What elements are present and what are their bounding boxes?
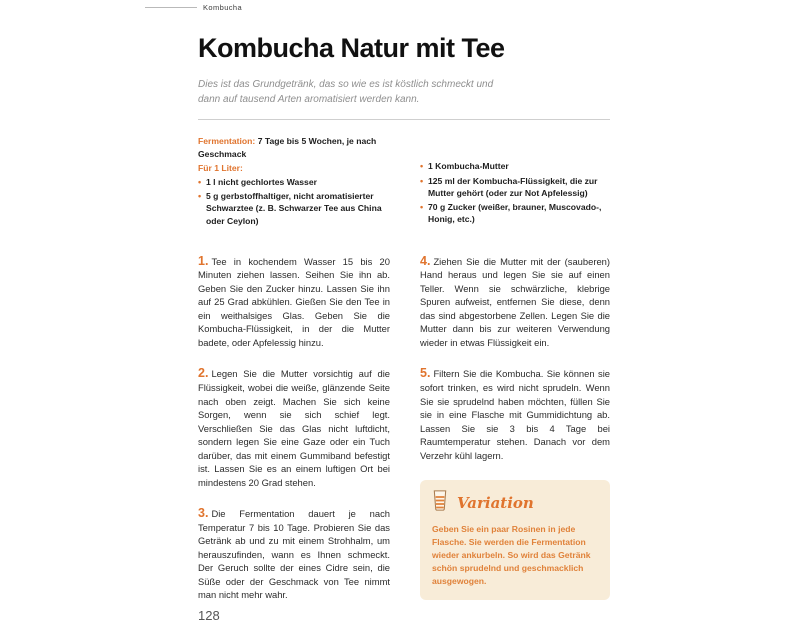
variation-title: Variation — [457, 494, 534, 513]
step-4 — [420, 255, 610, 350]
step-text: Ziehen Sie die Mutter mit der (sauberen) Hand heraus und legen Sie sie auf einen Teller. Wenn sie schwärzliche, klebrige Spuren aufweist, entfernen Sie diese, denn das sind abgestorbene Zellen. Legen Sie die Mutter dann bis zur weiteren Verwendung wieder in etwas Flüssigkeit ein. — [420, 255, 610, 348]
step-text: Filtern Sie die Kombucha. Sie können sie sofort trinken, es wird nicht sprudeln. Wenn Sie sie sprudelnd haben möchten, füllen Sie sie in eine Flasche mit Gummidichtung ab. Lassen Sie sie 3 bis 4 Tage bei Raumtemperatur stehen. Danach vor dem Verzehr kühl lagern. — [420, 368, 610, 461]
divider-rule — [198, 119, 610, 120]
step-number: 4. — [420, 253, 431, 268]
steps-column-left — [198, 255, 390, 620]
liter-label: Für 1 Liter: — [198, 162, 243, 173]
ingredients-list-right — [420, 160, 610, 225]
step-2 — [198, 367, 390, 489]
step-number: 3. — [198, 506, 209, 521]
fermentation-line — [198, 135, 390, 159]
fermentation-label: Fermentation: — [198, 136, 256, 147]
step-text: Tee in kochendem Wasser 15 bis 20 Minuten ziehen lassen. Seihen Sie ihn ab. Geben Sie den Zucker hinzu. Lassen Sie ihn auf 25 Grad abkühlen. Gießen Sie den Tee in ein weithalsiges Glas. Geben Sie die Kombucha-Flüssigkeit, in der die Mutter badete, oder Apfelessig hinzu. — [198, 255, 390, 348]
step-number: 2. — [198, 366, 209, 381]
ingredients-column-right — [420, 135, 610, 228]
step-text: Die Fermentation dauert je nach Temperatur 7 bis 10 Tage. Probieren Sie das Getränk ab und zu mit einem Strohhalm, um herauszufinden, wann es Ihnen schmeckt. Der Geruch sollte der eines Cidre sein, die Süße oder der Geschmack von Tee nimmt man nicht mehr wahr. — [198, 508, 390, 601]
ingredients-section — [198, 135, 610, 228]
ingredient-item: • 1 Kombucha-Mutter — [420, 160, 610, 172]
page-number: 128 — [198, 608, 220, 623]
page-title: Kombucha Natur mit Tee — [198, 33, 505, 63]
variation-text: Geben Sie ein paar Rosinen in jede Flasche. Sie werden die Fermentation wieder ankurbeln. So wird das Getränk schön sprudelnd und geschmacklich ausgewogen. — [432, 524, 591, 586]
page-content — [198, 0, 610, 620]
running-header-label: Kombucha — [203, 3, 243, 12]
ingredient-item: • 5 g gerbstoffhaltiger, nicht aromatisierter Schwarztee (z. B. Schwarzer Tee aus China oder Ceylon) — [198, 190, 390, 227]
steps-column-right — [420, 255, 610, 620]
ingredients-column-left — [198, 135, 390, 228]
ingredients-list-left — [198, 176, 390, 227]
running-header-rule — [145, 7, 197, 8]
step-3 — [198, 507, 390, 602]
intro-text: Dies ist das Grundgetränk, das so wie es ist köstlich schmeckt und dann auf tausend Arten aromatisiert werden kann. — [198, 79, 494, 106]
ingredient-item: • 125 ml der Kombucha-Flüssigkeit, die zur Mutter gehört (oder zur Not Apfelessig) — [420, 175, 610, 199]
step-text: Legen Sie die Mutter vorsichtig auf die Flüssigkeit, wobei die weiße, glänzende Seite nach oben zeigt. Machen Sie sich keine Sorgen, wenn sie sich schief legt. Verschließen Sie das Glas nicht luftdicht, sondern legen Sie eine Gaze oder ein Tuch darüber, das mit einem Gummiband befestigt ist. Lassen Sie es an einem luftigen Ort bei mindestens 20 Grad stehen. — [198, 368, 390, 488]
variation-box — [420, 480, 610, 599]
step-5 — [420, 367, 610, 462]
variation-header — [432, 490, 598, 516]
glass-icon — [432, 490, 448, 516]
ingredient-item: • 70 g Zucker (weißer, brauner, Muscovado-, Honig, etc.) — [420, 201, 610, 225]
step-number: 1. — [198, 253, 209, 268]
step-1 — [198, 255, 390, 350]
fermentation-value: 7 Tage bis 5 Wochen, je nach Geschmack — [198, 136, 377, 159]
steps-section — [198, 255, 610, 620]
step-number: 5. — [420, 366, 431, 381]
ingredient-item: • 1 l nicht gechlortes Wasser — [198, 176, 390, 188]
